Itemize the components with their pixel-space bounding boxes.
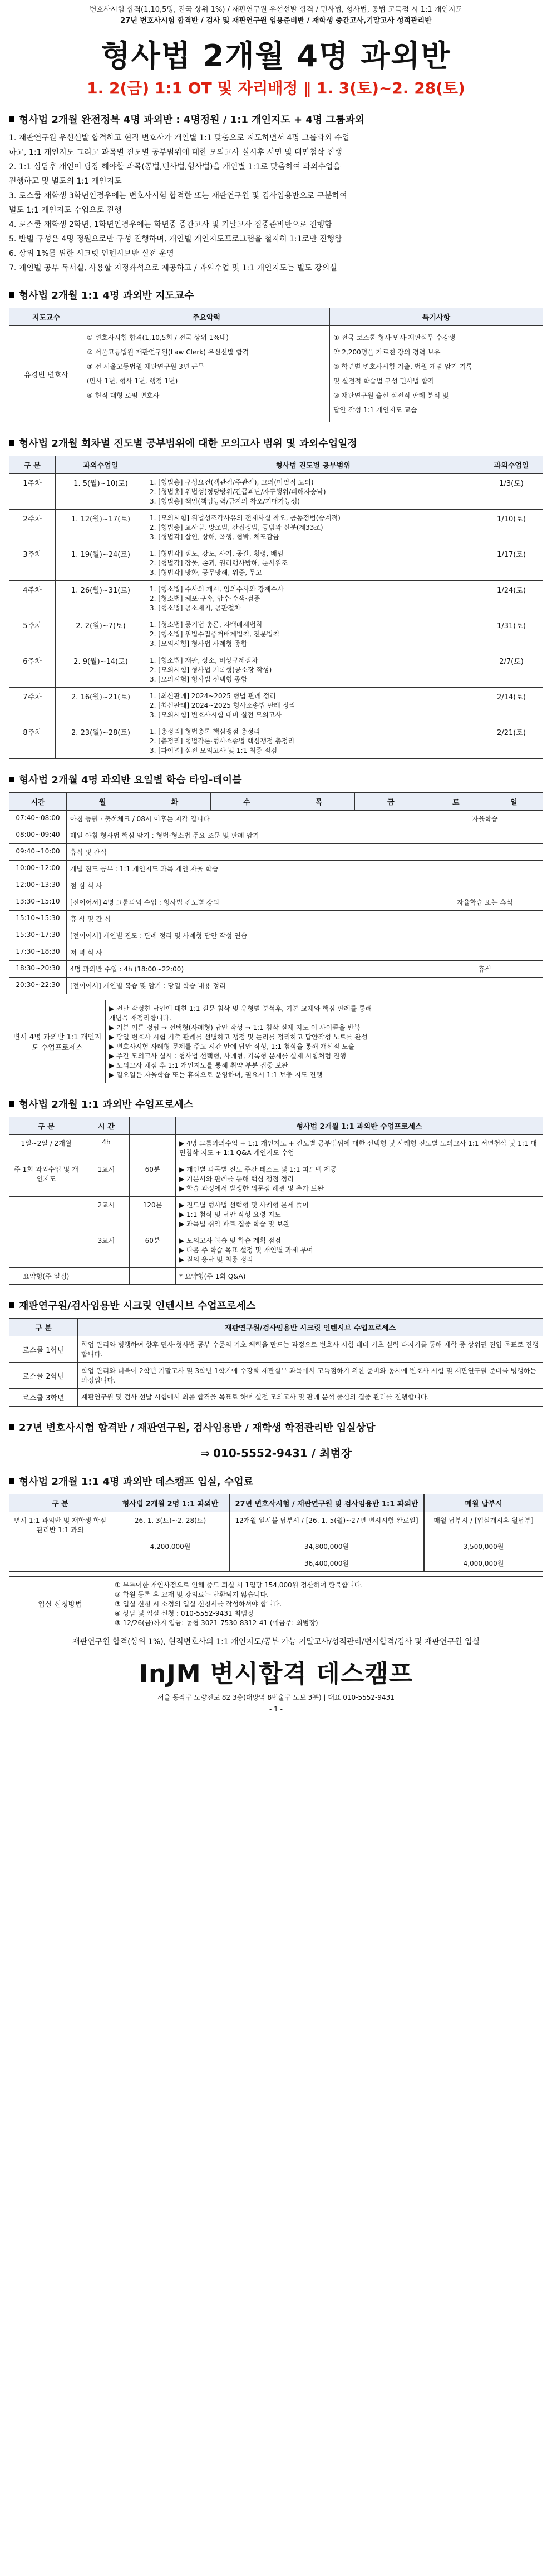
topic-line: 3. [모의시험] 변호사시험 대비 실전 모의고사	[150, 711, 282, 719]
note-line: 약 2,200명을 가르친 강의 경력 보유	[333, 348, 441, 356]
topics-cell	[146, 652, 480, 688]
section-heading: 27년 변호사시험 합격반 / 재판연구원, 검사임용반 / 재학생 학점관리반 입실상담	[9, 1420, 543, 1434]
topic-line: 2. [형법총] 교사범, 방조범, 간접정범, 공범과 신분(제33조)	[150, 524, 323, 531]
topic-line: 2. [형소법] 체포·구속, 압수·수색·검증	[150, 595, 260, 603]
activity-cell: [전이어서] 4명 그룹과외 수업 : 형사법 진도별 강의	[67, 894, 427, 911]
activity-cell: 4명 과외반 수업 : 4h (18:00~22:00)	[67, 961, 427, 978]
process-line: ▶ 주간 모의고사 실시 : 형사법 선택형, 사례형, 기록형 문제를 실제 시험처럼 진행	[109, 1052, 347, 1060]
category-cell: 1일~2일 / 2개월	[9, 1135, 83, 1161]
overview-line: 6. 상위 1%를 위한 시크릿 인텐시브반 실전 운영	[9, 249, 174, 258]
note-line: ② 학년별 변호사시험 기출, 법원 개념 암기 기록	[333, 363, 472, 371]
square-bullet-icon	[9, 440, 14, 446]
weekend-cell	[427, 911, 543, 927]
instructor-bio	[83, 326, 330, 422]
topic-line: 2. [최신판례] 2024~2025 형사소송법 판례 정리	[150, 702, 295, 709]
col-header: 시간	[9, 793, 67, 811]
topic-line: 3. [형법총] 책임(책임능력/금지의 착오/기대가능성)	[150, 497, 300, 505]
process-line: ▶ 기본 이론 정립 → 선택형(사례형) 답안 작성 → 1:1 첨삭 실제 지도 이 사이클을 반복	[109, 1024, 361, 1032]
note-line: 답안 작성 1:1 개인지도 교습	[333, 406, 417, 414]
process-line: ▶ 변호사시험 사례형 문제를 주고 시간 안에 답안 작성, 1:1 첨삭을 통해 개선점 도출	[109, 1043, 355, 1050]
topics-cell	[146, 723, 480, 759]
label-cell	[9, 1538, 111, 1555]
hours-cell	[83, 1268, 130, 1285]
process-cell	[176, 1135, 543, 1161]
intensive-table	[9, 1318, 543, 1407]
overview-line: 1. 재판연구원 우선선발 합격하고 현직 변호사가 개인별 1:1 맞춤으로 지도하면서 4명 그룹과외 수업	[9, 134, 350, 142]
process-line: ▶ 과목별 취약 파트 집중 학습 및 보완	[179, 1220, 290, 1228]
section-heading: 형사법 2개월 4명 과외반 요일별 학습 타임-테이블	[9, 772, 543, 787]
col-header: 형사법 2개월 2명 1:1 과외반	[111, 1494, 230, 1512]
fee-cell: 매월 납부시 / [입실개시후 월납부]	[425, 1512, 543, 1538]
overview-line: 2. 1:1 상담후 개인이 당장 해야할 과목(공법,민사법,형사법)을 개인별 1:1로 맞춤하여 과외수업을	[9, 162, 341, 171]
note-line: ① 전국 로스쿨 형사·민사·재판실무 수강생	[333, 334, 456, 342]
header-line2: 27년 변호사시험 합격반 / 검사 및 재판연구원 임용준비반 / 재학생 중간고사,기말고사 성적관리반	[120, 17, 432, 25]
process-line: ▶ 진도별 형사법 선택형 및 사례형 문제 풀이	[179, 1201, 309, 1209]
grade-cell: 로스쿨 1학년	[9, 1336, 78, 1363]
fee-cell	[111, 1555, 230, 1572]
bio-line: ② 서울고등법원 재판연구원(Law Clerk) 우선선발 합격	[87, 348, 249, 356]
overview-line: 진행하고 및 별도의 1:1 개인지도	[9, 177, 122, 186]
week-cell: 6주차	[9, 652, 56, 688]
col-header: 구 분	[9, 456, 56, 474]
time-cell: 17:30~18:30	[9, 944, 67, 961]
table-row	[9, 911, 543, 927]
note-line: ② 학원 등록 후 교재 및 강의료는 반환되지 않습니다.	[115, 1591, 269, 1598]
process-line: ▶ 학습 과정에서 발생한 의문점 해결 및 추가 보완	[179, 1185, 324, 1192]
table-row	[9, 474, 543, 510]
process-line: ▶ 질의 응답 및 최종 정리	[179, 1256, 253, 1264]
time-cell: 15:30~17:30	[9, 927, 67, 944]
activity-cell: 휴식 및 간식	[67, 844, 427, 861]
grade-cell: 로스쿨 3학년	[9, 1389, 78, 1407]
process-line: ▶ 개인별 과목별 진도 주간 테스트 및 1:1 피드백 제공	[179, 1166, 337, 1173]
process-label: 변시 4명 과외반 1:1 개인지도 수업프로세스	[9, 1000, 106, 1083]
table-row	[9, 1268, 543, 1285]
activity-cell: 저 녁 식 사	[67, 944, 427, 961]
sched-cell: 1/31(토)	[480, 616, 543, 652]
schedule-table	[9, 456, 543, 759]
topic-line: 1. [형법총] 구성요건(객관적/주관적), 고의(미필적 고의)	[150, 478, 314, 486]
col-header: 구 분	[9, 1319, 78, 1336]
process-line: ▶ 당일 변호사 시험 기출 판례를 선별하고 쟁점 및 논리를 정리하고 답안작성 노트를 완성	[109, 1033, 368, 1041]
process-table	[9, 1000, 543, 1083]
square-bullet-icon	[9, 1302, 14, 1308]
section-heading: 형사법 2개월 1:1 4명 과외반 데스캠프 입실, 수업료	[9, 1474, 543, 1488]
col-header: 토	[427, 793, 485, 811]
table-row	[9, 927, 543, 944]
time-cell: 08:00~09:40	[9, 827, 67, 844]
overview-line: 하고, 1:1 개인지도 그리고 과목별 진도별 공부범위에 대한 모의고사 실시후 서면 및 대면첨삭 진행	[9, 148, 342, 157]
table-row	[9, 844, 543, 861]
topics-cell	[146, 616, 480, 652]
bio-line: ① 변호사시험 합격(1,10,5회 / 전국 상위 1%내)	[87, 334, 229, 342]
weekend-cell: 자율학습 또는 휴식	[427, 894, 543, 911]
instructor-table	[9, 308, 543, 422]
topic-line: 3. [모의시험] 형사법 사례형 종합	[150, 640, 248, 648]
time-cell: 10:00~12:00	[9, 861, 67, 877]
col-header: 주요약력	[83, 308, 330, 326]
hours-cell: 2교시	[83, 1197, 130, 1232]
topic-line: 1. [최신판례] 2024~2025 형법 판례 정리	[150, 692, 276, 700]
col-header: 재판연구원/검사임용반 시크릿 인텐시브 수업프로세스	[78, 1319, 543, 1336]
sched-cell: 1/24(토)	[480, 581, 543, 616]
process-line: ▶ 기본서와 판례를 통해 핵심 쟁점 정리	[179, 1175, 294, 1183]
topic-line: 2. [형법총] 위법성(정당방위/긴급피난/자구행위/피해자승낙)	[150, 488, 326, 496]
minutes-cell	[130, 1268, 176, 1285]
table-row	[9, 1363, 543, 1389]
topic-line: 3. [파이널] 실전 모의고사 및 1:1 최종 점검	[150, 747, 278, 754]
process-line: ▶ 4명 그룹과외수업 + 1:1 개인지도 + 진도별 공부범위에 대한 선택형 및 사례형 진도별 모의고사 1:1 서면첨삭 및 1:1 대면첨삭 지도 + 1:1 Q&A 개인지도 수업	[179, 1139, 537, 1157]
topic-line: 2. [형소법] 위법수집증거배제법칙, 전문법칙	[150, 630, 280, 638]
col-header: 형사법 2개월 1:1 과외반 수업프로세스	[176, 1117, 543, 1135]
week-cell: 1주차	[9, 474, 56, 510]
overview-line: 3. 로스쿨 재학생 3학년인경우에는 변호사시험 합격한 또는 재판연구원 및 검사임용반으로 구분하여	[9, 191, 347, 200]
page-title: 형사법 2개월 4명 과외반	[101, 38, 451, 73]
time-cell: 13:30~15:10	[9, 894, 67, 911]
notes-label: 입실 신청방법	[9, 1577, 111, 1631]
note-line: ① 부득이한 개인사정으로 인해 중도 퇴실 시 1일당 154,000원 정산하여 환불합니다.	[115, 1581, 363, 1589]
col-header: 과외수업일	[480, 456, 543, 474]
section-timetable	[9, 772, 543, 1083]
table-row	[9, 616, 543, 652]
table-row	[9, 1538, 543, 1555]
section-heading: 형사법 2개월 1:1 과외반 수업프로세스	[9, 1097, 543, 1111]
col-header: 화	[139, 793, 211, 811]
fee-cell: 12개월 일시불 납부시 / [26. 1. 5(월)~27년 변시시험 완료일]	[230, 1512, 424, 1538]
grade-cell: 로스쿨 2학년	[9, 1363, 78, 1389]
section-heading: 형사법 2개월 회차별 진도별 공부범위에 대한 모의고사 범위 및 과외수업일정	[9, 436, 543, 450]
fee-cell: 36,400,000원	[230, 1555, 424, 1572]
note-line: ③ 재판연구원 출신 실전적 판례 분석 및	[333, 392, 449, 399]
minutes-cell: 120분	[130, 1197, 176, 1232]
time-cell: 07:40~08:00	[9, 811, 67, 827]
table-row	[9, 688, 543, 723]
desc-cell: 학업 관리와 더불어 2학년 기말고사 및 3학년 1학기에 수강할 재판실무 과목에서 고득점하기 위한 준비와 동시에 변호사 시험 및 재판연구원 준비를 병행하는 과정입니다.	[78, 1363, 543, 1389]
table-row	[9, 811, 543, 827]
topic-line: 1. [모의시험] 위법성조각사유의 전제사실 착오, 공동정범(승계적)	[150, 514, 341, 522]
table-row	[9, 961, 543, 978]
square-bullet-icon	[9, 116, 14, 122]
fee-cell: 34,800,000원	[230, 1538, 424, 1555]
contact-phone: ⇒ 010-5552-9431 / 최범장	[200, 1447, 352, 1460]
col-header: 매월 납부시	[425, 1494, 543, 1512]
table-row	[9, 827, 543, 844]
col-header: 월	[67, 793, 139, 811]
minutes-cell	[130, 1135, 176, 1161]
week-cell: 5주차	[9, 616, 56, 652]
weekend-cell	[427, 844, 543, 861]
col-header: 특기사항	[329, 308, 543, 326]
minutes-cell: 60분	[130, 1232, 176, 1268]
col-header: 과외수업일	[56, 456, 146, 474]
col-header: 27년 변호사시험 / 재판연구원 및 검사임용반 1:1 과외반	[230, 1494, 424, 1512]
activity-cell: [전이어서] 개인별 진도 : 판례 정리 및 사례형 답안 작성 연습	[67, 927, 427, 944]
col-header: 형사법 진도별 공부범위	[146, 456, 480, 474]
table-row	[9, 1389, 543, 1407]
process-cell	[176, 1197, 543, 1232]
category-cell	[9, 1197, 83, 1232]
time-cell: 15:10~15:30	[9, 911, 67, 927]
footer-address: 서울 동작구 노량진로 82 3층(대방역 8번출구 도보 3분) | 대표 010-5552-9431	[157, 1694, 395, 1701]
date-cell: 2. 2(월)~7(토)	[56, 616, 146, 652]
activity-cell: 휴 식 및 간 식	[67, 911, 427, 927]
section-heading: 형사법 2개월 완전정복 4명 과외반 : 4명정원 / 1:1 개인지도 + 4명 그룹과외	[9, 112, 543, 126]
table-row	[9, 1161, 543, 1197]
weekend-cell	[427, 978, 543, 994]
table-row	[9, 978, 543, 994]
bio-line: (민사 1년, 형사 1년, 행정 1년)	[87, 377, 178, 385]
table-row	[9, 877, 543, 894]
sched-cell: 2/21(토)	[480, 723, 543, 759]
topic-line: 1. [형소법] 증거법 총론, 자백배제법칙	[150, 621, 263, 629]
overview-line: 별도 1:1 개인지도 수업으로 진행	[9, 206, 122, 215]
square-bullet-icon	[9, 777, 14, 782]
sched-cell: 2/14(토)	[480, 688, 543, 723]
hours-cell: 3교시	[83, 1232, 130, 1268]
time-cell: 09:40~10:00	[9, 844, 67, 861]
tuition-notes-table	[9, 1576, 543, 1631]
topic-line: 1. [총정리] 형법총론 핵심쟁점 총정리	[150, 728, 260, 736]
weekend-cell	[427, 944, 543, 961]
col-header: 목	[283, 793, 355, 811]
date-cell: 1. 26(월)~31(토)	[56, 581, 146, 616]
category-cell	[9, 1232, 83, 1268]
instructor-note	[329, 326, 543, 422]
header	[9, 4, 543, 27]
topics-cell	[146, 581, 480, 616]
square-bullet-icon	[9, 1101, 14, 1107]
process-rules	[106, 1000, 543, 1083]
bio-line: ④ 현직 대형 로펌 변호사	[87, 392, 160, 399]
time-cell: 12:00~13:30	[9, 877, 67, 894]
sched-cell: 1/10(토)	[480, 510, 543, 545]
date-cell: 1. 19(월)~24(토)	[56, 545, 146, 581]
section-class-process	[9, 1097, 543, 1285]
topics-cell	[146, 474, 480, 510]
week-cell: 2주차	[9, 510, 56, 545]
section-tuition	[9, 1474, 543, 1631]
weekend-cell	[427, 927, 543, 944]
topic-line: 3. [형법각] 살인, 상해, 폭행, 협박, 체포감금	[150, 533, 279, 541]
page	[9, 0, 543, 1713]
activity-cell: 아침 등원 · 출석체크 / 08시 이후는 지각 입니다	[67, 811, 427, 827]
square-bullet-icon	[9, 1478, 14, 1484]
category-cell: 요약형(주 일정)	[9, 1268, 83, 1285]
sched-cell: 1/17(토)	[480, 545, 543, 581]
note-line: 및 실전적 학습법 구성 민사법 합격	[333, 377, 435, 385]
activity-cell: 점 심 식 사	[67, 877, 427, 894]
class-process-table	[9, 1117, 543, 1285]
label-cell	[9, 1555, 111, 1572]
date-cell: 1. 12(월)~17(토)	[56, 510, 146, 545]
col-header: 구 분	[9, 1494, 111, 1512]
topic-line: 1. [형소법] 재판, 상소, 비상구제절차	[150, 657, 258, 664]
note-line: ③ 입실 신청 시 소정의 입실 신청서를 작성하셔야 합니다.	[115, 1600, 282, 1608]
desc-cell: 재판연구원 및 검사 선발 시험에서 최종 합격을 목표로 하며 실전 모의고사 및 판례 분석 중심의 집중 관리를 진행합니다.	[78, 1389, 543, 1407]
process-line: ▶ 1:1 첨삭 및 답안 작성 요령 지도	[179, 1211, 281, 1218]
label-cell: 변시 1:1 과외반 및 재학생 학점관리반 1:1 과외	[9, 1512, 111, 1538]
week-cell: 4주차	[9, 581, 56, 616]
table-row	[9, 545, 543, 581]
square-bullet-icon	[9, 1424, 14, 1430]
process-line: ▶ 전날 작성한 답안에 대한 1:1 질문 첨삭 및 유형별 분석후, 기본 교재와 핵심 판례를 통해	[109, 1005, 372, 1013]
week-cell: 3주차	[9, 545, 56, 581]
overview-line: 5. 반별 구성은 4명 정원으로만 구성 진행하며, 개인별 개인지도프로그램을 철저히 1:1로만 진행함	[9, 235, 342, 244]
weekend-cell: 자율학습	[427, 811, 543, 827]
weekend-cell: 휴식	[427, 961, 543, 978]
table-row	[9, 1135, 543, 1161]
table-row	[9, 861, 543, 877]
fee-cell: 4,200,000원	[111, 1538, 230, 1555]
table-row	[9, 894, 543, 911]
topic-line: 3. [형소법] 공소제기, 공판절차	[150, 604, 241, 612]
process-cell	[176, 1268, 543, 1285]
topic-line: 2. [총정리] 형법각론·형사소송법 핵심쟁점 총정리	[150, 737, 295, 745]
minutes-cell: 60분	[130, 1161, 176, 1197]
desc-cell: 학업 관리와 병행하여 향후 민사·형사법 공부 수준의 기초 체력을 만드는 과정으로 변호사 시험 대비 기초 실력 다지기를 통해 재학 중 상위권 진입 목표로 진행합니다.	[78, 1336, 543, 1363]
col-header: 일	[485, 793, 543, 811]
col-header	[130, 1117, 176, 1135]
activity-cell: 매일 아침 형사법 핵심 암기 : 형법·형소법 주요 조문 및 판례 암기	[67, 827, 427, 844]
section-overview	[9, 112, 543, 274]
header-line1: 변호사시험 합격(1,10,5명, 전국 상위 1%) / 재판연구원 우선선발 합격 / 민사법, 형사법, 공법 고득점 시 1:1 개인지도	[89, 6, 463, 14]
square-bullet-icon	[9, 292, 14, 298]
footer-title: InJM 변시합격 데스캠프	[139, 1660, 413, 1688]
section-contact	[9, 1420, 543, 1460]
week-cell: 8주차	[9, 723, 56, 759]
col-header: 수	[211, 793, 283, 811]
footer-line: 재판연구원 합격(상위 1%), 현직변호사의 1:1 개인지도/공부 가능 기말고사/성적관리/변시합격/검사 및 재판연구원 입실	[72, 1637, 480, 1646]
col-header: 지도교수	[9, 308, 83, 326]
time-cell: 18:30~20:30	[9, 961, 67, 978]
process-cell	[176, 1232, 543, 1268]
time-cell: 20:30~22:30	[9, 978, 67, 994]
overview-line: 4. 로스쿨 재학생 2학년, 1학년인경우에는 학년중 중간고사 및 기말고사 집중준비반으로 진행함	[9, 220, 332, 229]
activity-cell: [전이어서] 개인별 복습 및 암기 : 당일 학습 내용 정리	[67, 978, 427, 994]
fee-cell: 26. 1. 3(토)~2. 28(토)	[111, 1512, 230, 1538]
fee-cell: 4,000,000원	[425, 1555, 543, 1572]
date-cell: 2. 9(월)~14(토)	[56, 652, 146, 688]
topic-line: 3. [형법각] 방화, 공무방해, 위증, 무고	[150, 569, 263, 576]
process-line: 개념을 재정리합니다.	[109, 1014, 171, 1022]
sched-cell: 2/7(토)	[480, 652, 543, 688]
topic-line: 2. [모의시험] 형사법 기록형(공소장 작성)	[150, 666, 272, 674]
topic-line: 3. [모의시험] 형사법 선택형 종합	[150, 675, 248, 683]
weekend-cell	[427, 877, 543, 894]
process-line: * 요약형(주 1회 Q&A)	[179, 1272, 246, 1280]
note-line: ⑤ 12/26(금)까지 입금: 농협 3021-7530-8312-41 (예금주: 최범장)	[115, 1619, 318, 1627]
week-cell: 7주차	[9, 688, 56, 723]
overview-line: 7. 개인별 공부 독서실, 사용할 지정좌석으로 제공하고 / 과외수업 및 1:1 개인지도는 별도 강의실	[9, 264, 337, 273]
date-cell: 2. 16(월)~21(토)	[56, 688, 146, 723]
section-instructor	[9, 288, 543, 422]
table-row	[9, 1512, 543, 1538]
table-row	[9, 1336, 543, 1363]
table-row	[9, 581, 543, 616]
fee-cell: 3,500,000원	[425, 1538, 543, 1555]
table-row	[9, 1232, 543, 1268]
process-cell	[176, 1161, 543, 1197]
process-line: ▶ 일요일은 자율학습 또는 휴식으로 운영하며, 필요시 1:1 보충 지도 진행	[109, 1071, 323, 1079]
table-row	[9, 1197, 543, 1232]
process-line: ▶ 모의고사 복습 및 학습 계획 점검	[179, 1237, 281, 1245]
weekend-cell	[427, 827, 543, 844]
topic-line: 1. [형소법] 수사의 개시, 임의수사와 강제수사	[150, 585, 284, 593]
col-header: 금	[355, 793, 427, 811]
hours-cell: 1교시	[83, 1161, 130, 1197]
section-heading: 재판연구원/검사임용반 시크릿 인텐시브 수업프로세스	[9, 1298, 543, 1312]
topic-line: 2. [형법각] 장물, 손괴, 권리행사방해, 문서위조	[150, 559, 288, 567]
process-line: ▶ 모의고사 채점 후 1:1 개인지도를 통해 취약 부분 집중 보완	[109, 1062, 288, 1069]
col-header: 시 간	[83, 1117, 130, 1135]
category-cell: 주 1회 과외수업 및 개인지도	[9, 1161, 83, 1197]
table-row	[9, 723, 543, 759]
date-cell: 1. 5(월)~10(토)	[56, 474, 146, 510]
page-subtitle: 1. 2(금) 1:1 OT 및 자리배정 ‖ 1. 3(토)~2. 28(토)	[87, 79, 465, 97]
section-schedule	[9, 436, 543, 759]
table-row	[9, 510, 543, 545]
hours-cell: 4h	[83, 1135, 130, 1161]
page-number: - 1 -	[269, 1705, 283, 1713]
arrow-right-icon: ⇒	[200, 1447, 210, 1460]
sched-cell: 1/3(토)	[480, 474, 543, 510]
bio-line: ③ 전 서울고등법원 재판연구원 3년 근무	[87, 363, 205, 371]
section-intensive	[9, 1298, 543, 1407]
process-line: ▶ 다음 주 학습 목표 설정 및 개인별 과제 부여	[179, 1246, 313, 1254]
topics-cell	[146, 688, 480, 723]
col-header: 구 분	[9, 1117, 83, 1135]
topic-line: 1. [형법각] 절도, 강도, 사기, 공갈, 횡령, 배임	[150, 550, 284, 557]
topics-cell	[146, 545, 480, 581]
timetable-table	[9, 792, 543, 994]
topics-cell	[146, 510, 480, 545]
activity-cell: 개별 진도 공부 : 1:1 개인지도 과목 개인 자율 학습	[67, 861, 427, 877]
weekend-cell	[427, 861, 543, 877]
section-heading: 형사법 2개월 1:1 4명 과외반 지도교수	[9, 288, 543, 302]
instructor-name: 유경빈 변호사	[9, 326, 83, 422]
tuition-table	[9, 1494, 543, 1572]
table-row	[9, 1555, 543, 1572]
tuition-notes	[111, 1577, 543, 1631]
table-row	[9, 944, 543, 961]
date-cell: 2. 23(월)~28(토)	[56, 723, 146, 759]
table-row	[9, 652, 543, 688]
note-line: ④ 상담 및 입실 신청 : 010-5552-9431 최범장	[115, 1610, 254, 1617]
